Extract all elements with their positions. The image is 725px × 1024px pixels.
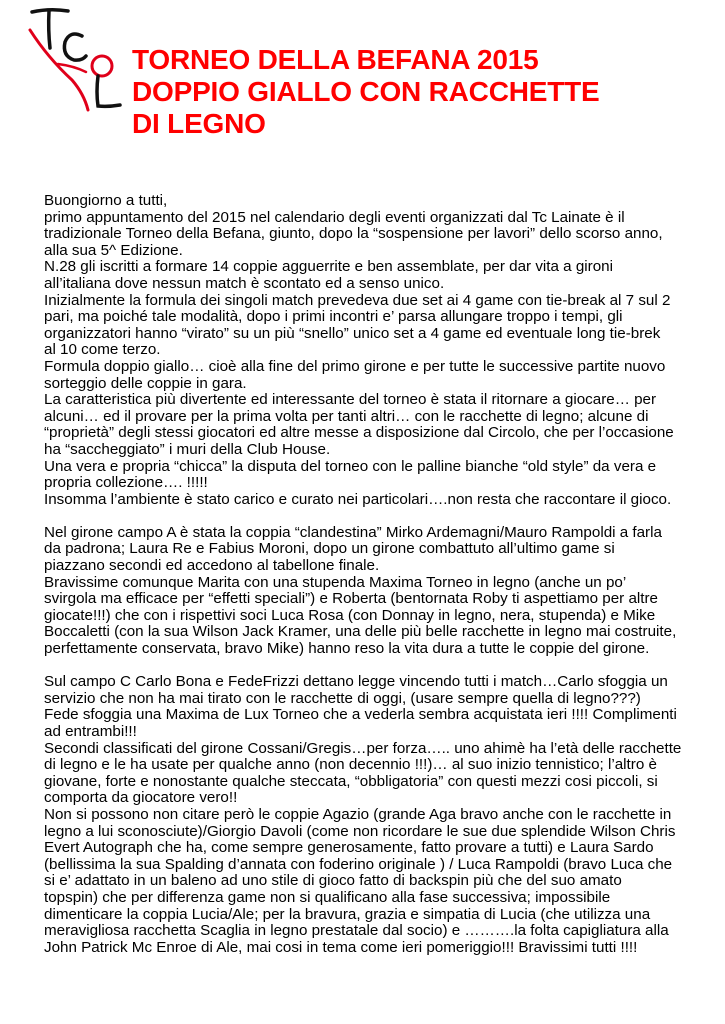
body-text-line: Inizialmente la formula dei singoli match prevedeva due set ai 4 game con tie-break al 7 sul 2	[44, 291, 671, 309]
body-text-line: alcuni… ed il provare per la prima volta per tanti altri… con le racchette di legno; alcune di	[44, 407, 649, 425]
body-text-line: (bellissima la sua Spalding d’annata con foderino originale ) / Luca Rampoldi (bravo Luca che	[44, 855, 673, 873]
tc-lainate-logo	[28, 6, 124, 114]
title-line: DOPPIO GIALLO CON RACCHETTE	[132, 76, 600, 107]
body-text-line: Secondi classificati del girone Cossani/Gregis…per forza….. uno ahimè ha l’età delle racchette	[44, 739, 682, 757]
body-text-line: Non si possono non citare però le coppie Agazio (grande Aga bravo anche con le racchette in	[44, 805, 672, 823]
body-text-line: di legno e le ha usate per qualche anno (non decennio !!!)… al suo inizio tennistico; l’altro è	[44, 756, 657, 774]
body-text-line: meravigliosa racchetta Scaglia in legno prestatale dal socio) e ……….la folta capigliatura alla	[44, 922, 669, 940]
body-text-line: ha “saccheggiato” i muri della Club House.	[44, 440, 331, 458]
paragraph-break	[44, 508, 694, 525]
body-text-line: Bravissime comunque Marita con una stupenda Maxima Torneo in legno (anche un po’	[44, 573, 627, 591]
title-line: TORNEO DELLA BEFANA 2015	[132, 44, 539, 75]
title-line: DI LEGNO	[132, 108, 266, 139]
body-text-line: perfettamente conservata, bravo Mike) hanno reso la vita dura a tutte le coppie del girone.	[44, 640, 650, 658]
body-text-line: da padrona; Laura Re e Fabius Moroni, dopo un girone combattuto all’ultimo game si	[44, 540, 615, 558]
body-text-line: Evert Autograph che ha, come sempre generosamente, fatto provare a tutti) e Laura Sardo	[44, 839, 654, 857]
body-text-line: topspin) che per differenza game non si qualificano alla fase successiva; impossibile	[44, 888, 611, 906]
body-text-line: legno a lui sconosciute)/Giorgio Davoli (come non ricordare le sue due splendide Wilson Chris	[44, 822, 676, 840]
body-text-line: organizzatori hanno “virato” su un più “snello” unico set a 4 game ed eventuale long tie-brek	[44, 324, 661, 342]
body-text-line: Buongiorno a tutti,	[44, 192, 168, 209]
paragraph-break	[44, 658, 694, 675]
body-text-line: servizio che non ha mai tirato con le racchette di oggi, (usare sempre quella di legno???)	[44, 689, 641, 707]
body-text-line: Insomma l’ambiente è stato carico e curato nei particolari….non resta che raccontare il gioco.	[44, 490, 672, 508]
body-text-line: Nel girone campo A è stata la coppia “clandestina” Mirko Ardemagni/Mauro Rampoldi a farla	[44, 523, 662, 541]
body-text-line: primo appuntamento del 2015 nel calendario degli eventi organizzati dal Tc Lainate è il	[44, 208, 625, 226]
body-text-line: dimenticare la coppia Lucia/Ale; per la bravura, grazia e simpatia di Lucia (che utilizza una	[44, 905, 651, 923]
body-text-line: giovane, forte e nonostante qualche steccata, “obbligatoria” con questi mezzi cosi piccoli, si	[44, 772, 658, 790]
body-text-line: ad entrambi!!!	[44, 723, 137, 740]
body-text-line: comporta da giocatore vero!!	[44, 789, 238, 807]
page-title	[132, 44, 600, 140]
article-body	[44, 193, 694, 956]
body-text-line: Una vera e propria “chicca” la disputa del torneo con le palline bianche “old style” da vera e	[44, 457, 657, 475]
body-text-line: Sul campo C Carlo Bona e FedeFrizzi dettano legge vincendo tutti i match…Carlo sfoggia un	[44, 673, 668, 691]
body-text-line: sorteggio delle coppie in gara.	[44, 374, 247, 392]
body-text-line: pari, ma poiché tale modalità, dopo i primi incontri e’ parsa allungare troppo i tempi, gli	[44, 308, 623, 326]
body-text-line: John Patrick Mc Enroe di Ale, mai cosi in tema come ieri pomeriggio!!! Bravissimi tutti !!!!	[44, 938, 638, 956]
body-text-line: N.28 gli iscritti a formare 14 coppie agguerrite e ben assemblate, per dar vita a gironi	[44, 258, 613, 276]
body-text-line: La caratteristica più divertente ed interessante del torneo è stata il ritornare a giocare… per	[44, 391, 657, 409]
body-text-line: piazzano secondi ed accedono al tabellone finale.	[44, 557, 380, 575]
body-text-line: Formula doppio giallo… cioè alla fine del primo girone e per tutte le successive partite nuovo	[44, 357, 666, 375]
body-text-line: svirgola ma efficace per “effetti speciali”) e Roberta (bentornata Roby ti aspettiamo per altre	[44, 590, 658, 608]
body-text-line: al 10 come terzo.	[44, 341, 161, 359]
body-text-line: propria collezione…. !!!!!	[44, 474, 208, 492]
body-text-line: Fede sfoggia una Maxima de Lux Torneo che a vederla sembra acquistata ieri !!!! Complimenti	[44, 706, 677, 724]
body-text-line: si e’ adattato in un baleno ad uno stile di gioco fatto di backspin più che del suo amato	[44, 872, 622, 890]
logo-graphic	[28, 6, 124, 114]
body-text-line: alla sua 5^ Edizione.	[44, 241, 183, 259]
body-text-line: all’italiana dove nessun match è scontato ed a senso unico.	[44, 274, 445, 292]
body-text-line: giocate!!!) che con i rispettivi soci Luca Rosa (con Donnay in legno, nera, stupenda) e Mike	[44, 606, 656, 624]
body-text-line: “proprietà” degli stessi giocatori ed altre messe a disposizione dal Circolo, che per l’occasione	[44, 424, 674, 442]
body-text-line: Boccaletti (con la sua Wilson Jack Kramer, una delle più belle racchette in legno mai costruite,	[44, 623, 677, 641]
body-text-line: tradizionale Torneo della Befana, giunto, dopo la “sospensione per lavori” dello scorso anno,	[44, 225, 663, 243]
